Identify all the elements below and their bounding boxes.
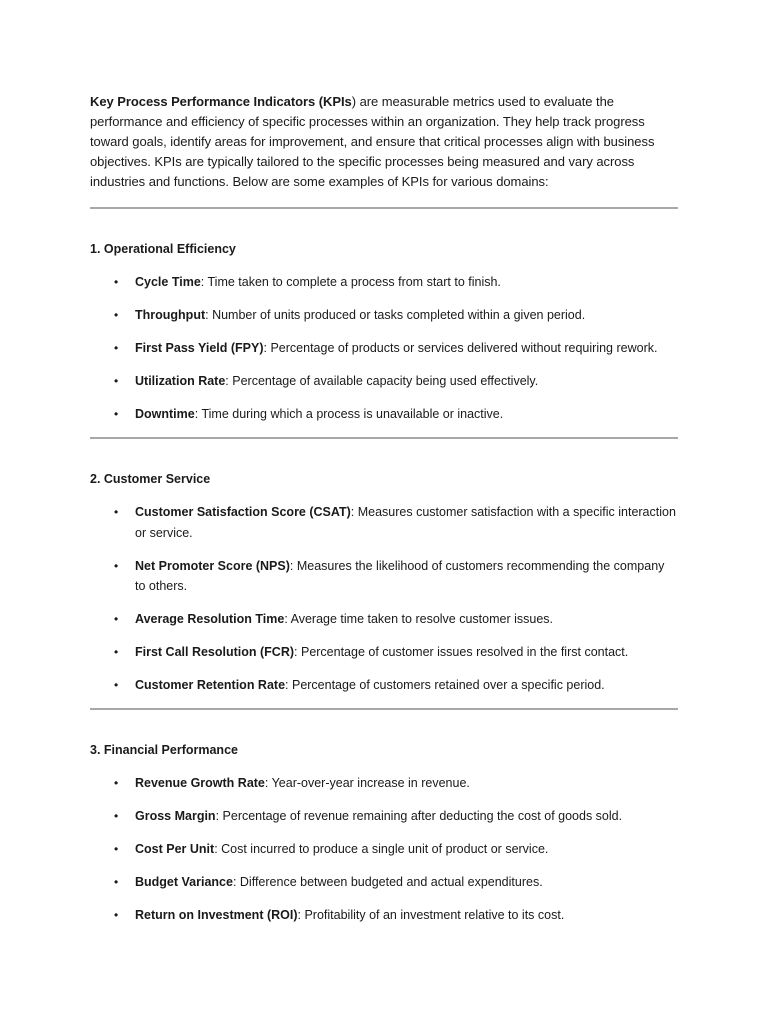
kpi-term: Customer Satisfaction Score (CSAT)	[135, 505, 351, 519]
kpi-term: Net Promoter Score (NPS)	[135, 558, 290, 573]
bullet-icon: •	[114, 809, 119, 823]
section-customer-service	[90, 471, 678, 696]
section-operational-efficiency	[90, 241, 678, 425]
kpi-desc: : Number of units produced or tasks completed within a given period.	[205, 308, 586, 322]
list-item	[90, 806, 678, 827]
bullet-icon: •	[114, 875, 119, 889]
kpi-term: Gross Margin	[135, 809, 216, 823]
bullet-icon: •	[114, 374, 119, 388]
kpi-term: Customer Retention Rate	[135, 678, 286, 692]
kpi-term: Revenue Growth Rate	[135, 776, 265, 790]
bullet-icon: •	[114, 842, 119, 856]
section-title: 1. Operational Efficiency	[90, 242, 236, 256]
kpi-term: Utilization Rate	[135, 374, 226, 388]
bullet-icon: •	[114, 341, 119, 355]
list-item	[90, 642, 678, 663]
bullet-icon: •	[114, 645, 119, 659]
section-financial-performance	[90, 742, 678, 926]
list-item	[90, 773, 678, 794]
kpi-term: First Call Resolution (FCR)	[135, 645, 295, 659]
kpi-desc: : Measures the likelihood of customers recommending the company to others.	[135, 558, 665, 593]
list-item	[90, 305, 678, 326]
bullet-icon: •	[114, 776, 119, 790]
intro-paragraph	[90, 92, 678, 192]
list-item	[90, 556, 678, 597]
bullet-icon: •	[114, 908, 119, 922]
intro-term: Key Process Performance Indicators (KPIs	[90, 94, 352, 109]
bullet-icon: •	[114, 308, 119, 322]
kpi-list	[90, 773, 678, 926]
kpi-desc: : Percentage of customers retained over a specific period.	[285, 678, 605, 692]
kpi-term: First Pass Yield (FPY)	[135, 341, 264, 355]
kpi-desc: : Percentage of products or services delivered without requiring rework.	[263, 341, 658, 355]
kpi-desc: : Time during which a process is unavailable or inactive.	[194, 407, 504, 421]
bullet-icon: •	[114, 558, 119, 573]
bullet-icon: •	[114, 407, 119, 421]
kpi-desc: : Percentage of customer issues resolved in the first contact.	[294, 645, 629, 659]
kpi-term: Cycle Time	[135, 275, 201, 289]
section-title: 2. Customer Service	[90, 472, 211, 486]
kpi-term: Budget Variance	[135, 875, 233, 889]
bullet-icon: •	[114, 275, 119, 289]
divider	[90, 708, 678, 710]
bullet-icon: •	[114, 505, 119, 519]
list-item	[90, 675, 678, 696]
kpi-desc: : Percentage of available capacity being used effectively.	[225, 374, 539, 388]
list-item	[90, 404, 678, 425]
kpi-desc: : Cost incurred to produce a single unit of product or service.	[214, 842, 549, 856]
list-item	[90, 839, 678, 860]
kpi-term: Return on Investment (ROI)	[135, 908, 298, 922]
kpi-desc: : Year-over-year increase in revenue.	[264, 776, 470, 790]
list-item	[90, 272, 678, 293]
section-title: 3. Financial Performance	[90, 743, 238, 757]
kpi-desc: : Profitability of an investment relative to its cost.	[297, 908, 565, 922]
list-item	[90, 905, 678, 926]
kpi-term: Throughput	[135, 308, 206, 322]
kpi-desc: : Average time taken to resolve customer issues.	[284, 612, 554, 626]
kpi-desc: : Difference between budgeted and actual expenditures.	[232, 875, 543, 889]
list-item	[90, 609, 678, 630]
kpi-term: Cost Per Unit	[135, 842, 215, 856]
list-item	[90, 502, 678, 543]
kpi-term: Downtime	[135, 407, 195, 421]
kpi-desc: : Measures customer satisfaction with a specific interaction or service.	[135, 505, 676, 540]
bullet-icon: •	[114, 612, 119, 626]
kpi-desc: : Percentage of revenue remaining after deducting the cost of goods sold.	[215, 809, 623, 823]
divider	[90, 207, 678, 209]
intro-text: ) are measurable metrics used to evaluate the performance and efficiency of specific processes within an organization. They help track progress toward goals, identify areas for improvement, and ensure that critical processes align with business objectives. KPIs are typically tailored to the specific processes being measured and vary across industries and functions. Below are some examples of KPIs for various domains:	[90, 94, 655, 189]
list-item	[90, 371, 678, 392]
list-item	[90, 872, 678, 893]
kpi-term: Average Resolution Time	[135, 612, 285, 626]
kpi-list	[90, 502, 678, 696]
kpi-list	[90, 272, 678, 425]
list-item	[90, 338, 678, 359]
bullet-icon: •	[114, 678, 119, 692]
kpi-desc: : Time taken to complete a process from start to finish.	[200, 275, 501, 289]
divider	[90, 437, 678, 439]
